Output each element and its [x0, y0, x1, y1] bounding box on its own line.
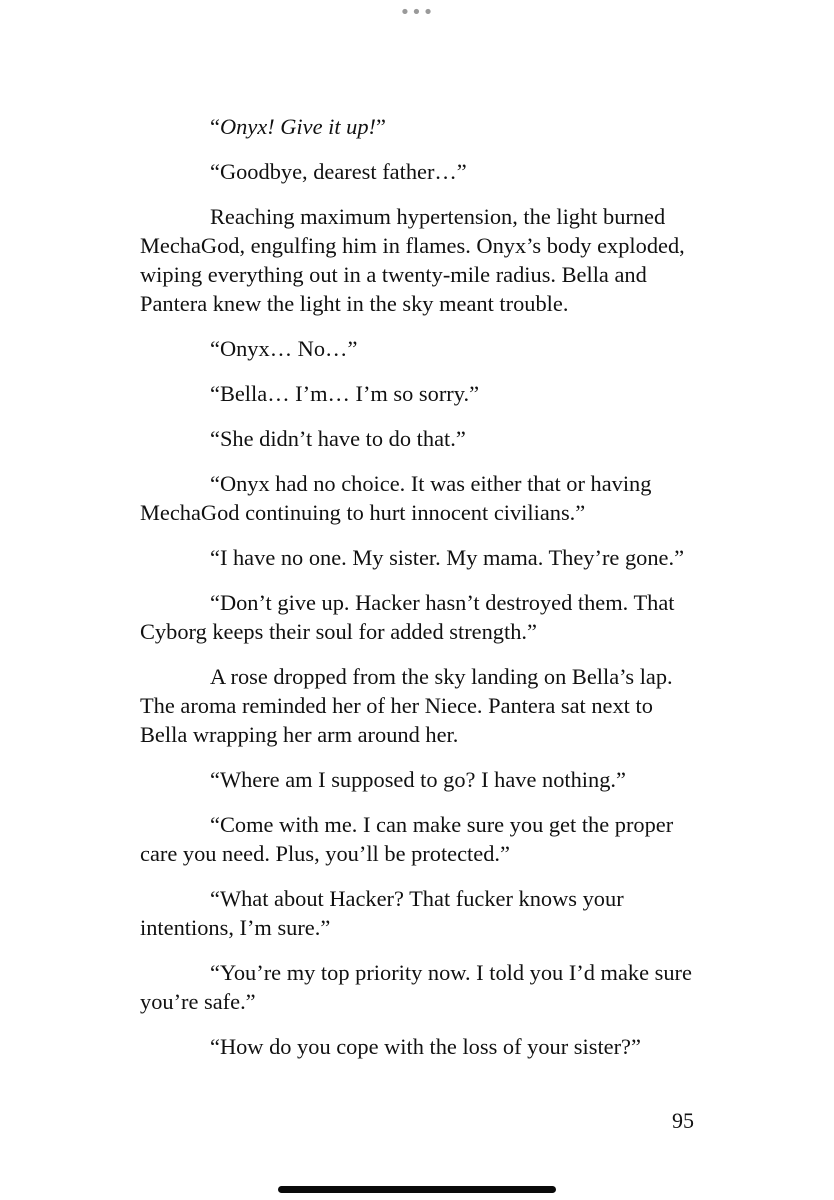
italic-text: Onyx! Give it up! [219, 114, 376, 139]
more-options-icon[interactable]: ••• [399, 2, 435, 23]
paragraph: A rose dropped from the sky landing on Bella’s lap. The aroma reminded her of her Niece. Pantera sat next to Bella wrapping her arm around her. [140, 664, 673, 747]
paragraph: “Onyx… No…” [210, 336, 358, 361]
paragraph: “I have no one. My sister. My mama. They’re gone.” [210, 545, 685, 570]
paragraph: “Where am I supposed to go? I have nothing.” [210, 767, 626, 792]
paragraph: “Don’t give up. Hacker hasn’t destroyed them. That Cyborg keeps their soul for added strength.” [140, 590, 675, 644]
book-page [140, 112, 700, 1077]
paragraph [140, 112, 700, 141]
paragraph: “What about Hacker? That fucker knows your intentions, I’m sure.” [140, 886, 624, 940]
paragraph: Reaching maximum hypertension, the light burned MechaGod, engulfing him in flames. Onyx’s body exploded, wiping everything out in a twenty-mile radius. Bella and Pantera knew the light in the sky meant trouble. [140, 204, 685, 316]
paragraph: “Bella… I’m… I’m so sorry.” [210, 381, 480, 406]
quote-close: ” [376, 114, 386, 139]
paragraph: “Onyx had no choice. It was either that or having MechaGod continuing to hurt innocent civilians.” [140, 471, 652, 525]
paragraph: “You’re my top priority now. I told you I’d make sure you’re safe.” [140, 960, 692, 1014]
home-indicator[interactable] [278, 1186, 556, 1193]
paragraph: “She didn’t have to do that.” [210, 426, 466, 451]
paragraph: “Goodbye, dearest father…” [210, 159, 467, 184]
paragraph: “Come with me. I can make sure you get the proper care you need. Plus, you’ll be protected.” [140, 812, 674, 866]
paragraph: “How do you cope with the loss of your sister?” [210, 1034, 641, 1059]
quote-open: “ [210, 114, 220, 139]
page-number: 95 [672, 1108, 694, 1133]
